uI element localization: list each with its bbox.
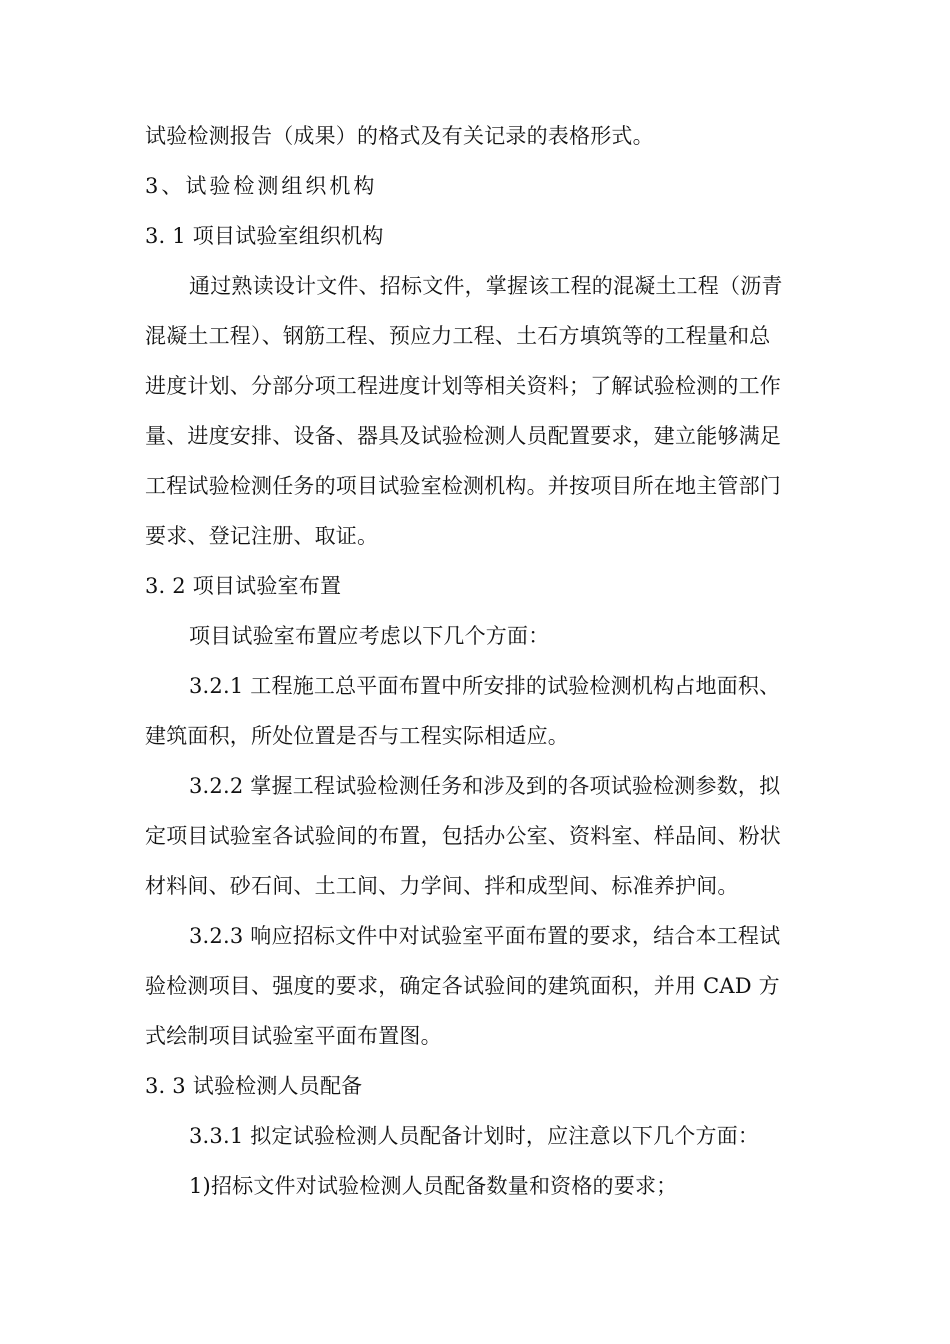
subsection-heading: 3. 2 项目试验室布置 xyxy=(145,574,342,598)
paragraph-line: 3.2.2 掌握工程试验检测任务和涉及到的各项试验检测参数，拟 xyxy=(189,774,781,798)
paragraph-line: 定项目试验室各试验间的布置，包括办公室、资料室、样品间、粉状 xyxy=(145,824,781,848)
paragraph-line: 通过熟读设计文件、招标文件，掌握该工程的混凝土工程（沥青 xyxy=(189,274,783,298)
subsection-heading: 3. 3 试验检测人员配备 xyxy=(145,1074,363,1098)
paragraph-line: 验检测项目、强度的要求，确定各试验间的建筑面积，并用 CAD 方 xyxy=(145,974,780,998)
section-heading: 3、试验检测组织机构 xyxy=(145,174,378,198)
paragraph-line: 项目试验室布置应考虑以下几个方面： xyxy=(189,624,550,648)
paragraph-line: 式绘制项目试验室平面布置图。 xyxy=(145,1024,442,1048)
paragraph-line: 量、进度安排、设备、器具及试验检测人员配置要求，建立能够满足 xyxy=(145,424,781,448)
paragraph-line: 要求、登记注册、取证。 xyxy=(145,524,379,548)
list-item: 1)招标文件对试验检测人员配备数量和资格的要求； xyxy=(189,1174,678,1198)
paragraph-line: 3.2.3 响应招标文件中对试验室平面布置的要求，结合本工程试 xyxy=(189,924,781,948)
paragraph-line: 工程试验检测任务的项目试验室检测机构。并按项目所在地主管部门 xyxy=(145,474,781,498)
paragraph-line: 3.3.1 拟定试验检测人员配备计划时，应注意以下几个方面： xyxy=(189,1124,760,1148)
paragraph-line: 3.2.1 工程施工总平面布置中所安排的试验检测机构占地面积、 xyxy=(189,674,781,698)
paragraph-line: 进度计划、分部分项工程进度计划等相关资料；了解试验检测的工作 xyxy=(145,374,781,398)
subsection-heading: 3. 1 项目试验室组织机构 xyxy=(145,224,384,248)
paragraph-line: 建筑面积，所处位置是否与工程实际相适应。 xyxy=(145,724,569,748)
paragraph-line: 混凝土工程）、钢筋工程、预应力工程、土石方填筑等的工程量和总 xyxy=(145,324,771,348)
paragraph-line: 材料间、砂石间、土工间、力学间、拌和成型间、标准养护间。 xyxy=(145,874,739,898)
paragraph-line: 试验检测报告（成果）的格式及有关记录的表格形式。 xyxy=(145,124,654,148)
